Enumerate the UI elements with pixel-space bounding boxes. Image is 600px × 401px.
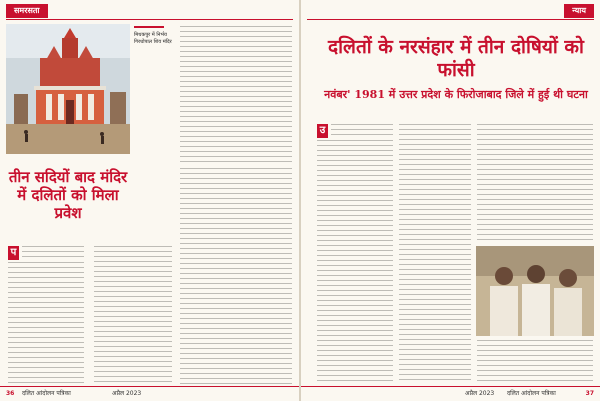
text-column [94, 246, 172, 384]
right-subheadline: नवंबर' 1981 में उत्तर प्रदेश के फिरोजाबाद जिले में हुई थी घटना [324, 88, 588, 101]
magazine-name-right: दलित आंदोलन पत्रिका [507, 390, 556, 397]
text-column [399, 124, 471, 384]
text-column [317, 140, 393, 384]
footer-right [301, 386, 600, 401]
text-column [8, 262, 84, 384]
photo-caption: मिथकपुर में निर्भय गिरधोपाल शिव मंदिर [134, 32, 172, 45]
left-headline: तीन सदियों बाद मंदिर में दलितों को मिला प्रवेश [8, 168, 128, 222]
magazine-name-left: दलित आंदोलन पत्रिका [22, 390, 71, 397]
dropcap-left: प [8, 246, 19, 260]
issue-date-right: अप्रैल 2023 [465, 390, 495, 397]
right-headline: दलितों के नरसंहार में तीन दोषियों को फांसी [328, 36, 584, 81]
section-tag-right: न्याय [564, 4, 594, 18]
issue-date-left: अप्रैल 2023 [112, 390, 142, 397]
footer-left [0, 386, 299, 401]
text-column [180, 168, 292, 384]
caption-box [134, 26, 164, 28]
page-number-right: 37 [585, 390, 594, 397]
text-column [180, 26, 292, 164]
top-rule-right [307, 19, 594, 20]
text-column [331, 124, 393, 138]
text-column [22, 246, 84, 260]
top-rule-left [6, 19, 293, 20]
right-page [301, 0, 600, 401]
text-column [477, 340, 593, 384]
dropcap-right: उ [317, 124, 328, 138]
text-column [477, 124, 593, 242]
section-tag-left: समरसता [6, 4, 48, 18]
temple-photo [6, 24, 130, 154]
left-page [0, 0, 299, 401]
page-number-left: 36 [6, 390, 15, 397]
accused-photo [476, 246, 594, 336]
